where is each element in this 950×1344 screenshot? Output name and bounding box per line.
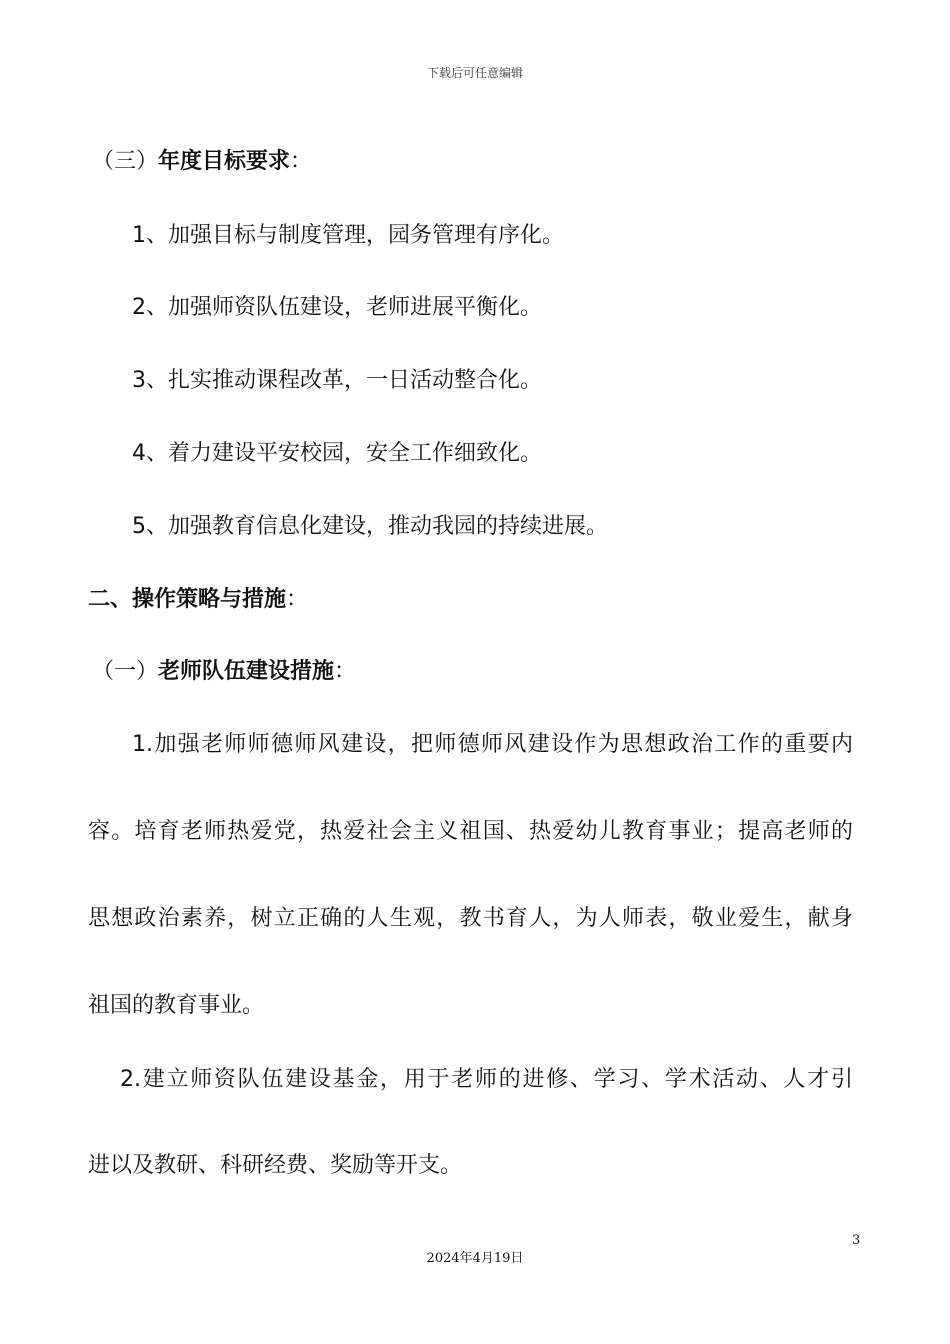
goal-item-5: 5、加强教育信息化建设，推动我园的持续进展。 — [132, 514, 608, 539]
goal-item-3: 3、扎实推动课程改革，一日活动整合化。 — [132, 368, 542, 393]
goal-item-1: 1、加强目标与制度管理，园务管理有序化。 — [132, 223, 564, 248]
section-3-heading — [92, 146, 312, 178]
subsection-1-heading — [92, 656, 356, 688]
subsection-1-heading-colon: ： — [334, 659, 357, 684]
section-3-heading-colon: ： — [290, 149, 313, 174]
goal-item-4: 4、着力建设平安校园，安全工作细致化。 — [132, 441, 542, 466]
paragraph-1-line-1: 1.加强老师师德师风建设，把师德师风建设作为思想政治工作的重要内 — [132, 732, 853, 757]
page-header: 下载后可任意编辑 — [426, 66, 523, 80]
section-3-heading-text: 年度目标要求 — [158, 149, 291, 174]
paragraph-1-line-2: 容。培育老师热爱党，热爱社会主义祖国、热爱幼儿教育事业；提高老师的 — [88, 819, 853, 844]
paragraph-1-line-4: 祖国的教育事业。 — [88, 993, 265, 1018]
subsection-1-heading-text: 老师队伍建设措施 — [158, 659, 335, 684]
paragraph-2-line-1: 2.建立师资队伍建设基金，用于老师的进修、学习、学术活动、人才引 — [120, 1067, 853, 1092]
paragraph-2-line-2: 进以及教研、科研经费、奖励等开支。 — [88, 1153, 463, 1178]
page-number: 3 — [852, 1233, 861, 1248]
paragraph-1-line-3: 思想政治素养，树立正确的人生观，教书育人，为人师表，敬业爱生，献身 — [88, 906, 853, 931]
section-two-heading-text: 二、操作策略与措施 — [88, 587, 287, 612]
goal-item-2: 2、加强师资队伍建设，老师进展平衡化。 — [132, 295, 542, 320]
section-3-heading-prefix: （三） — [92, 149, 159, 174]
page-footer-date: 2024年4月19日 — [426, 1251, 524, 1266]
section-two-heading-colon: ： — [286, 587, 309, 612]
section-two-heading — [88, 584, 308, 616]
subsection-1-heading-prefix: （一） — [92, 659, 159, 684]
